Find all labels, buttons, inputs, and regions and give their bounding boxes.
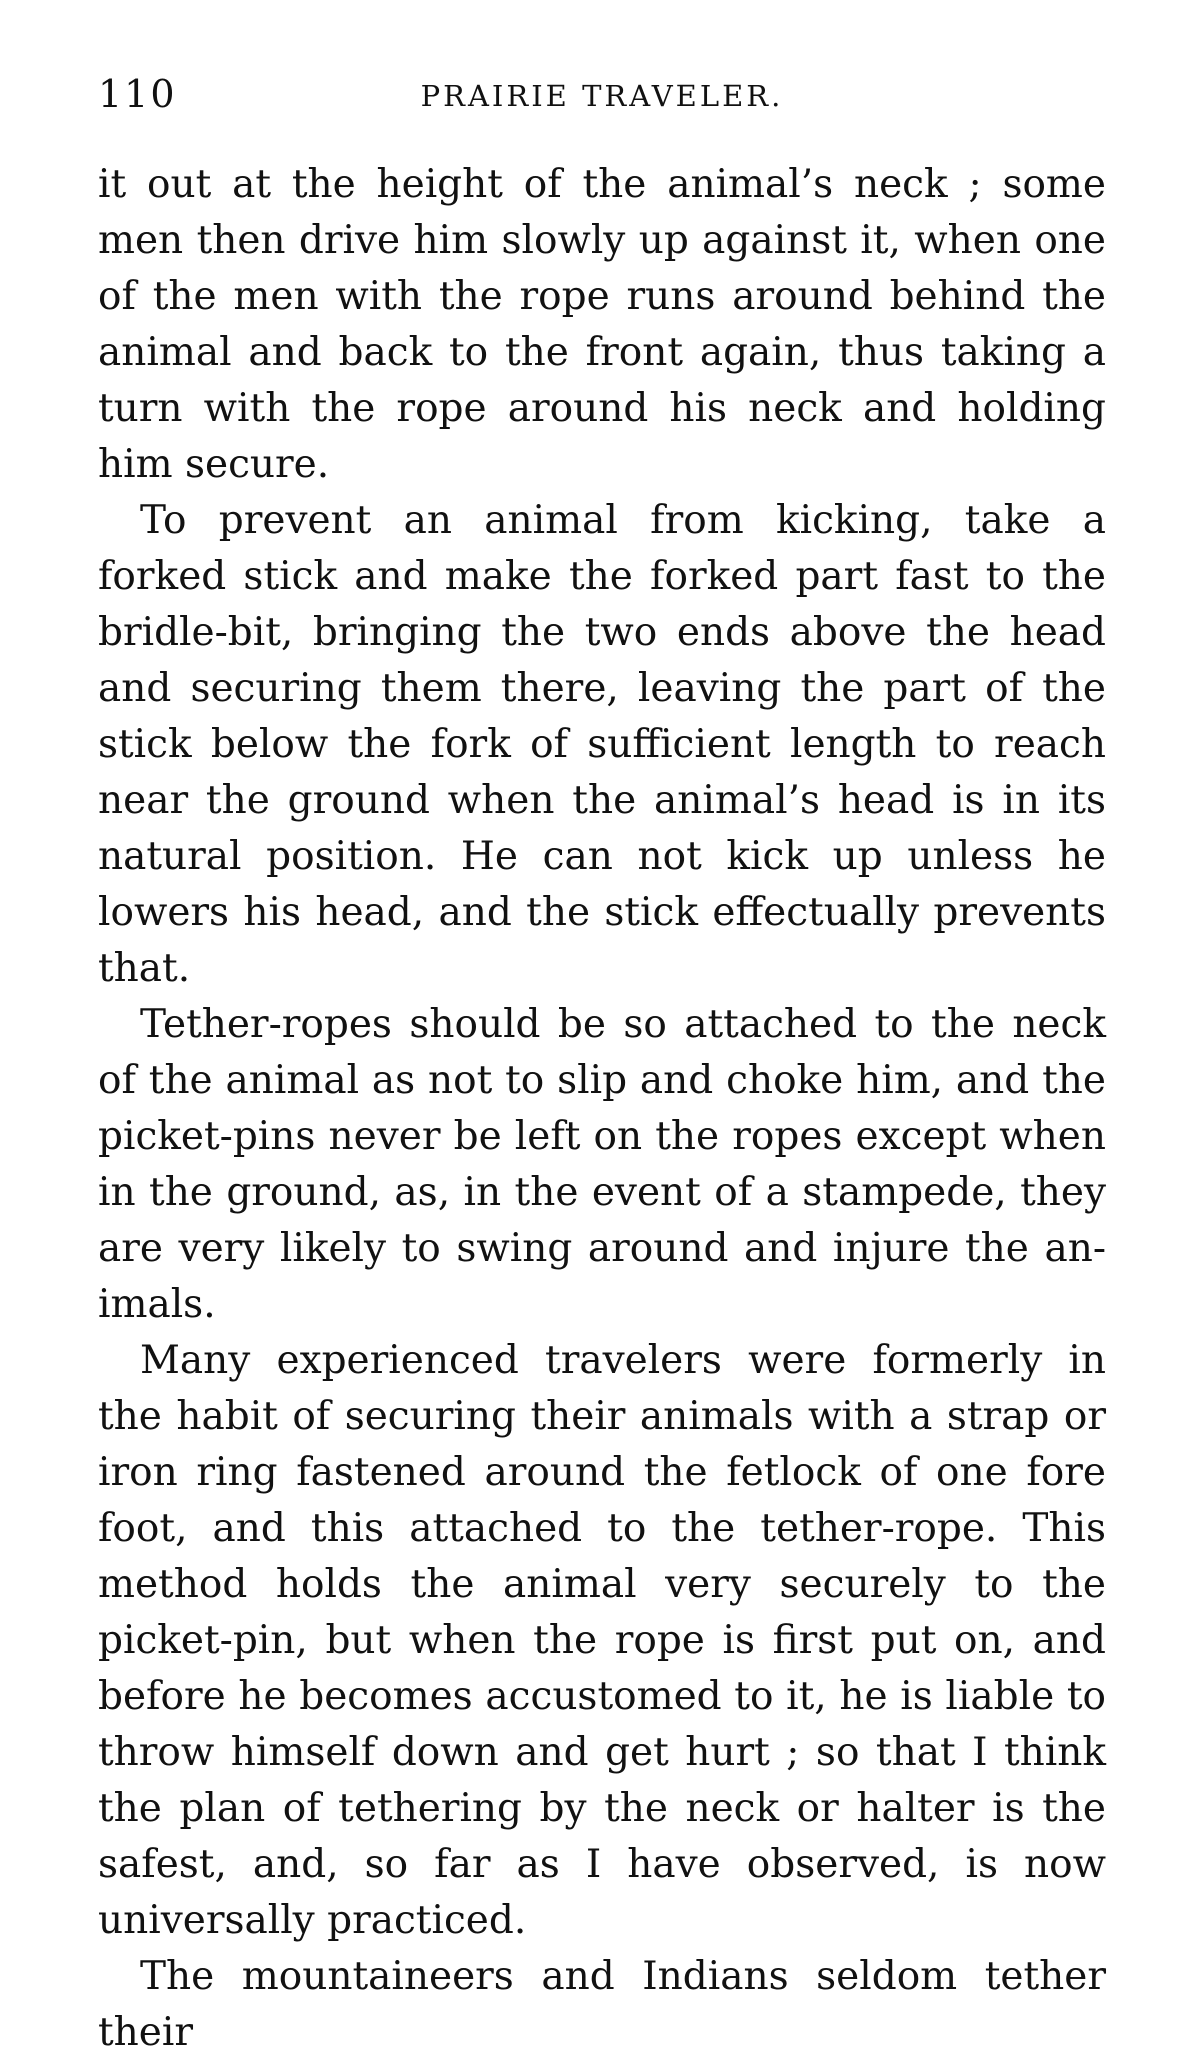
paragraph-kicking: To prevent an animal from kicking, take a forked stick and make the forked part fast to the bridle-bit, bringing the two ends above the head and securing them there, leaving the part of the stick below the fork of sufficient length to reach near the ground when the animal’s head is in its natural position. He can not kick up unless he lowers his head, and the stick effectually prevents that. xyxy=(98,498,1106,991)
paragraph-continued: it out at the height of the animal’s neck ; some men then drive him slowly up against it, when one of the men with the rope runs around behind the animal and back to the front again, thus taking a turn with the rope around his neck and holding him secure. xyxy=(98,162,1106,487)
paragraph-mountaineers: The mountaineers and Indians seldom tether their xyxy=(98,1954,1106,2055)
paragraph-tether-ropes: Tether-ropes should be so attached to the neck of the animal as not to slip and choke him, and the picket-pins never be left on the ropes except when in the ground, as, in the event of a stampede, they are very likely to swing around and injure the animals. xyxy=(98,1002,1106,1327)
page-number: 110 xyxy=(98,72,177,116)
running-head xyxy=(98,72,1106,116)
body-text xyxy=(98,157,1106,2061)
running-title: PRAIRIE TRAVELER. xyxy=(420,79,784,113)
paragraph-fetlock: Many experienced travelers were formerly in the habit of securing their animals with a strap or iron ring fastened around the fetlock of one fore foot, and this attached to the tether-rope. This method holds the animal very securely to the picket-pin, but when the rope is first put on, and before he becomes accustomed to it, he is liable to throw himself down and get hurt ; so that I think the plan of tethering by the neck or halter is the safest, and, so far as I have observed, is now universally practiced. xyxy=(98,1338,1106,1943)
